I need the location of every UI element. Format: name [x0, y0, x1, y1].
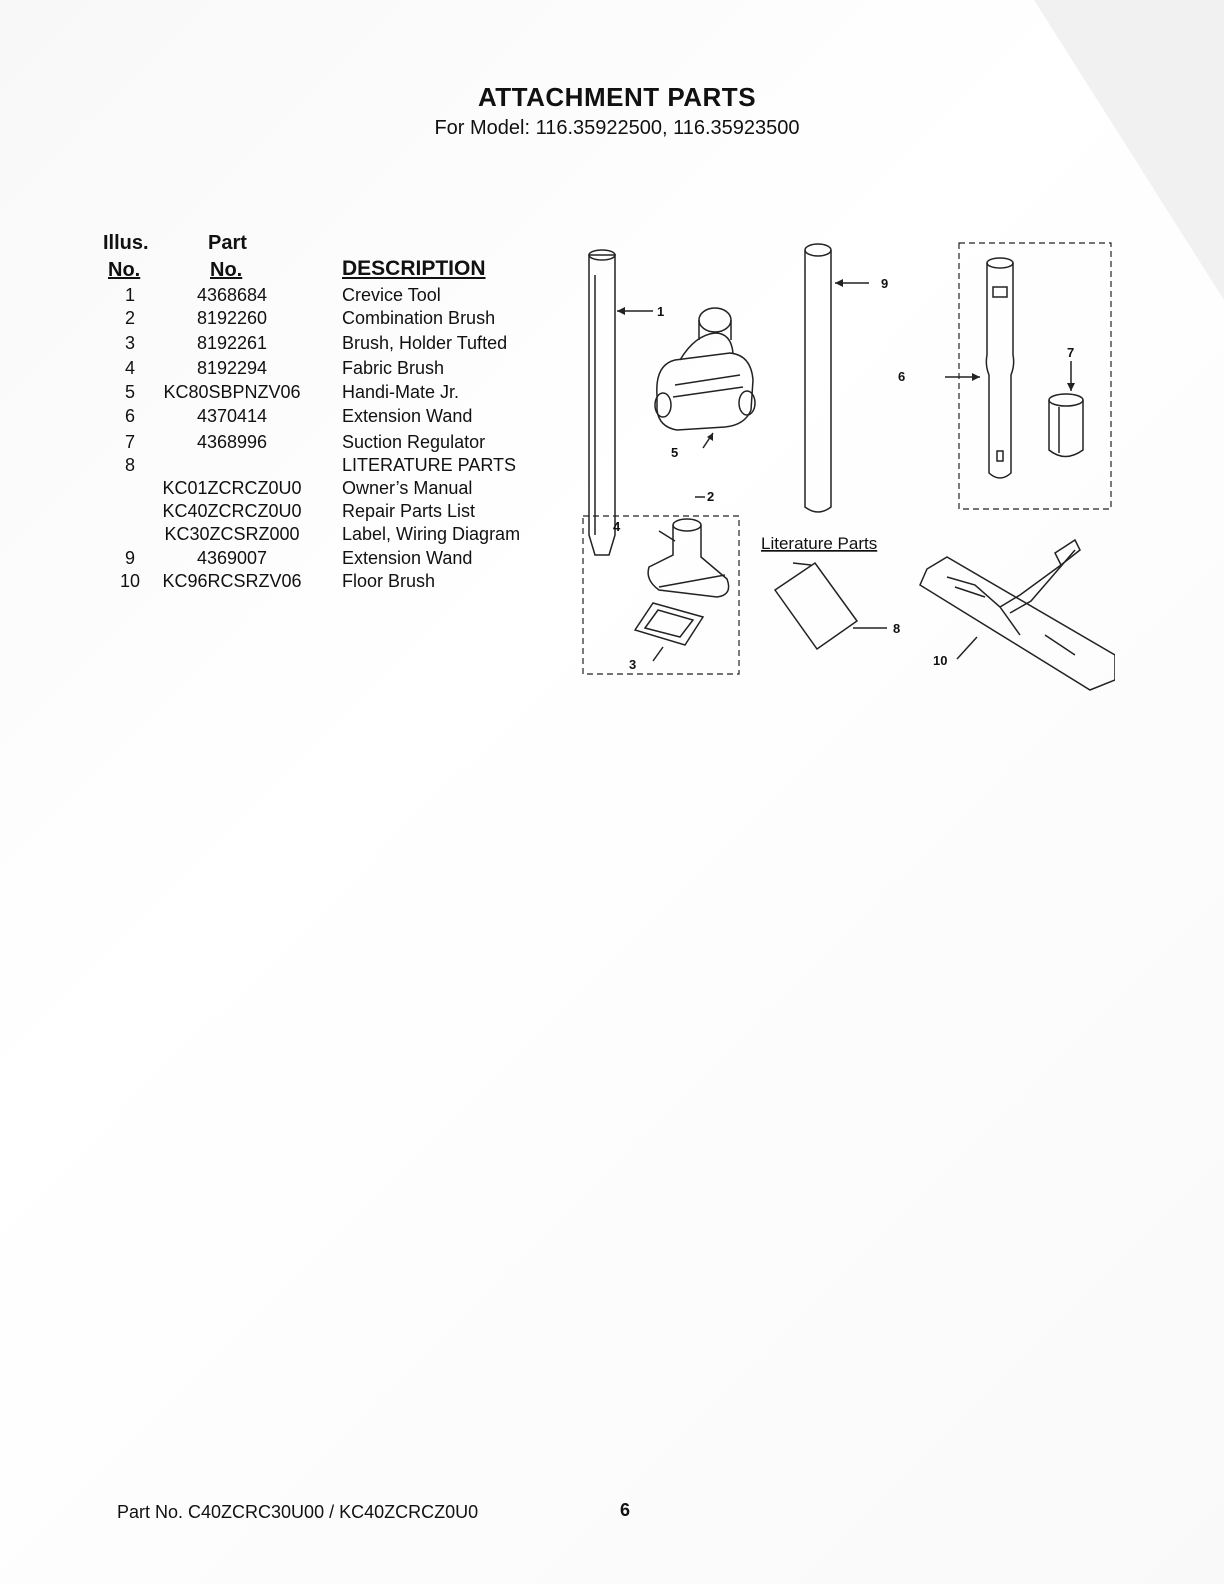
handi-mate-brush	[655, 308, 755, 430]
footer-part-number: Part No. C40ZCRC30U00 / KC40ZCRCZ0U0	[117, 1502, 479, 1522]
callout-6: 6	[898, 369, 906, 384]
row-part-no: 4370414	[196, 406, 268, 426]
row-illus-no: 9	[124, 548, 135, 568]
row-description: Crevice Tool	[342, 285, 441, 305]
literature-parts-label: Literature Parts	[761, 534, 878, 553]
row-illus-no: 5	[124, 382, 135, 402]
callout-2: 2	[707, 489, 715, 504]
callout-9: 9	[881, 276, 889, 291]
row-description: Combination Brush	[342, 308, 496, 328]
callout-8: 8	[893, 621, 901, 636]
row-description: Handi-Mate Jr.	[342, 382, 460, 402]
row-illus-no: 10	[119, 571, 141, 591]
row-part-no: KC01ZCRCZ0U0	[162, 478, 302, 498]
tufted-holder	[635, 603, 703, 645]
parts-diagram	[575, 235, 1115, 705]
row-illus-no: 1	[124, 285, 135, 305]
row-part-no: KC30ZCSRZ000	[164, 524, 300, 544]
header-description: DESCRIPTION	[342, 257, 486, 280]
extension-wand-9	[805, 244, 831, 512]
row-part-no: 8192261	[196, 333, 268, 353]
row-illus-no: 6	[124, 406, 135, 426]
row-description: Extension Wand	[342, 406, 473, 426]
header-illus: Illus.	[103, 232, 149, 254]
header-illus-no: No.	[108, 259, 141, 281]
row-illus-no: 4	[124, 358, 135, 378]
row-description: Label, Wiring Diagram	[342, 524, 521, 544]
page-title: ATTACHMENT PARTS	[477, 82, 757, 112]
extension-wand-6	[986, 258, 1013, 478]
row-part-no: 8192260	[196, 308, 268, 328]
callout-3: 3	[629, 657, 637, 672]
row-description: Suction Regulator	[342, 432, 486, 452]
row-description: Fabric Brush	[342, 358, 445, 378]
row-illus-no: 8	[124, 455, 135, 475]
page-subtitle: For Model: 116.35922500, 116.35923500	[434, 117, 800, 139]
literature-sheet	[775, 563, 857, 649]
callout-10: 10	[933, 653, 948, 668]
row-description: Owner’s Manual	[342, 478, 473, 498]
header-part-no: No.	[210, 259, 243, 281]
row-part-no: KC96RCSRZV06	[162, 571, 302, 591]
row-part-no: 4368684	[196, 285, 268, 305]
row-description: Floor Brush	[342, 571, 436, 591]
page-number: 6	[620, 1500, 631, 1520]
row-part-no: 4369007	[196, 548, 268, 568]
row-description: Repair Parts List	[342, 501, 476, 521]
row-part-no: KC40ZCRCZ0U0	[162, 501, 302, 521]
row-illus-no: 3	[124, 333, 135, 353]
suction-regulator	[1049, 394, 1083, 457]
row-part-no: 4368996	[196, 432, 268, 452]
row-part-no: KC80SBPNZV06	[163, 382, 301, 402]
row-description: Brush, Holder Tufted	[342, 333, 508, 353]
callout-5: 5	[671, 445, 679, 460]
combination-brush	[648, 519, 729, 597]
crevice-tool	[589, 250, 615, 555]
header-part: Part	[208, 232, 247, 254]
row-illus-no: 2	[124, 308, 135, 328]
callout-1: 1	[657, 304, 665, 319]
floor-brush	[920, 540, 1115, 690]
row-description: LITERATURE PARTS	[342, 455, 517, 475]
callout-7: 7	[1067, 345, 1075, 360]
row-illus-no: 7	[124, 432, 135, 452]
callout-4: 4	[613, 519, 621, 534]
row-description: Extension Wand	[342, 548, 473, 568]
row-part-no: 8192294	[196, 358, 268, 378]
